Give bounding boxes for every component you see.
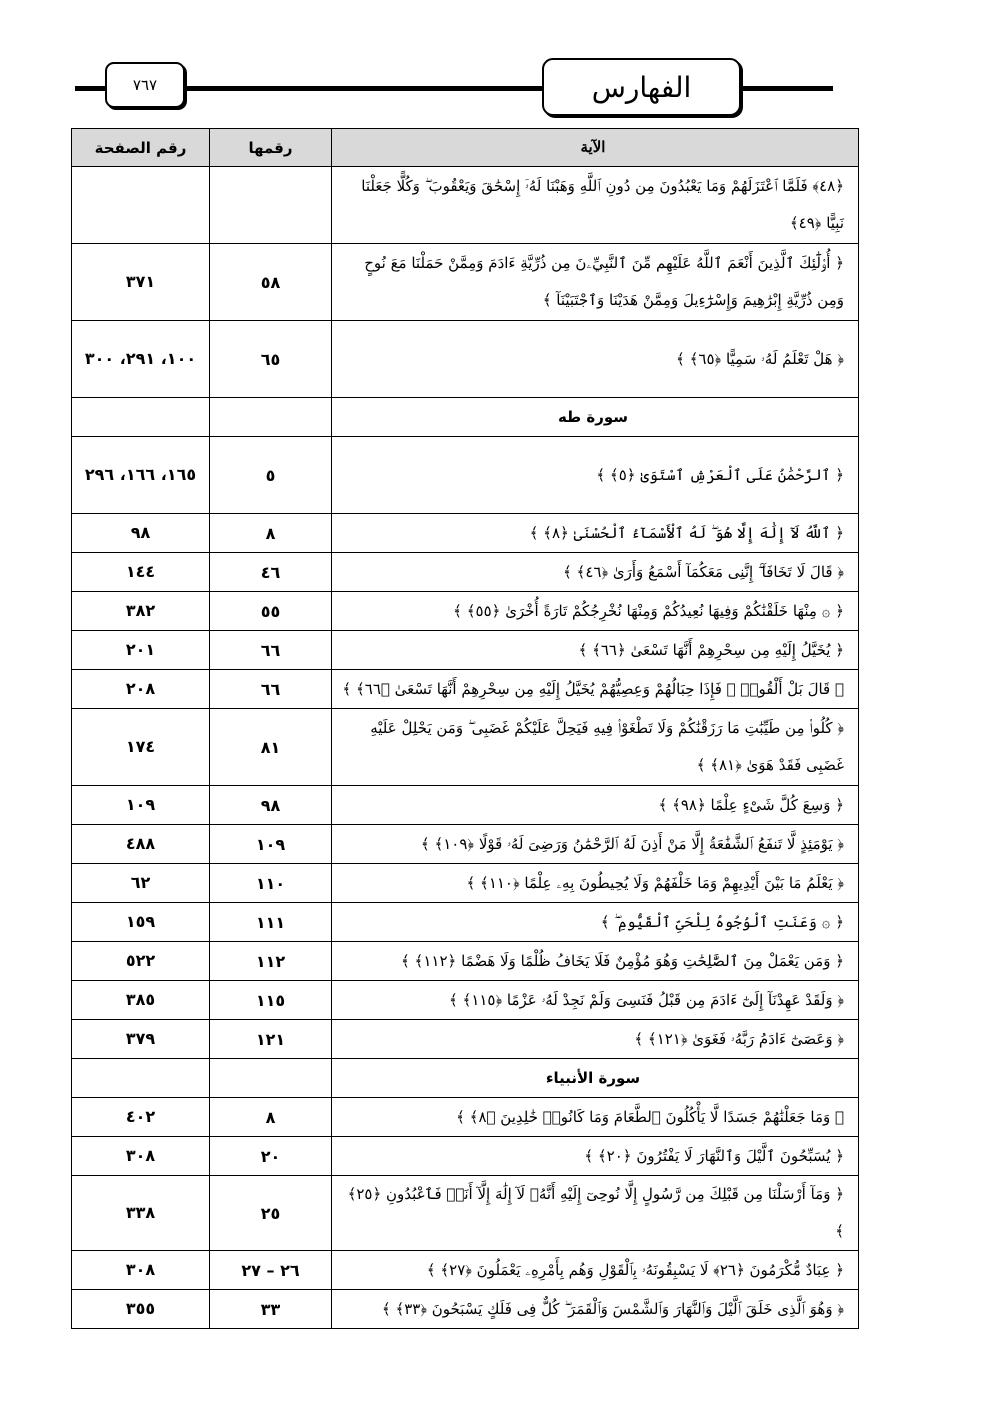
page-reference: ٣٧١ — [72, 244, 210, 321]
page-reference: ٢٠١ — [72, 631, 210, 670]
page-reference: ١٠٩ — [72, 786, 210, 825]
page-reference: ٤٠٢ — [72, 1098, 210, 1137]
ayah-text: ﴿ قَالَ بَلْ أَلْقُوا۟ ۖ فَإِذَا حِبَالُهُمْ وَعِصِيُّهُمْ يُخَيَّلُ إِلَيْهِ مِن سِحْرِهِمْ أَنَّهَا تَسْعَىٰ ﴿٦٦﴾ ﴾ — [332, 670, 859, 709]
page-reference: ٢٠٨ — [72, 670, 210, 709]
ayah-text: ﴿ يُسَبِّحُونَ ٱلَّيْلَ وَٱلنَّهَارَ لَا يَفْتُرُونَ ﴿٢٠﴾ ﴾ — [332, 1137, 859, 1176]
surah-name: سورة الأنبياء — [332, 1059, 859, 1098]
table-header-row — [72, 129, 859, 167]
table-row — [72, 786, 859, 825]
ayah-number: ١٠٩ — [210, 825, 332, 864]
ayah-number: ١١٠ — [210, 864, 332, 903]
page-reference: ٣٨٥ — [72, 981, 210, 1020]
page-reference: ١٠٠، ٢٩١، ٣٠٠ — [72, 321, 210, 398]
table-row — [72, 709, 859, 786]
ayah-number — [210, 167, 332, 244]
ayah-text: ﴿ ٱلرَّحْمَٰنُ عَلَى ٱلْعَرْشِ ٱسْتَوَىٰ ﴿٥﴾ ﴾ — [332, 437, 859, 514]
ayah-text: ﴿ قَالَ لَا تَخَافَآ ۖ إِنَّنِى مَعَكُمَآ أَسْمَعُ وَأَرَىٰ ﴿٤٦﴾ ﴾ — [332, 553, 859, 592]
table-row — [72, 1137, 859, 1176]
ayah-number: ٦٦ — [210, 631, 332, 670]
ayah-number: ٣٣ — [210, 1290, 332, 1329]
ayah-number: ٦٥ — [210, 321, 332, 398]
ayah-number: ٩٨ — [210, 786, 332, 825]
ayah-text: ﴿ يُخَيَّلُ إِلَيْهِ مِن سِحْرِهِمْ أَنَّهَا تَسْعَىٰ ﴿٦٦﴾ ﴾ — [332, 631, 859, 670]
page-reference — [72, 398, 210, 437]
ayah-number: ٥ — [210, 437, 332, 514]
ayah-text: ﴿ ۞ مِنْهَا خَلَقْنَٰكُمْ وَفِيهَا نُعِيدُكُمْ وَمِنْهَا نُخْرِجُكُمْ تَارَةً أُخْرَىٰ ﴿٥٥﴾ ﴾ — [332, 592, 859, 631]
page-reference: ٤٨٨ — [72, 825, 210, 864]
ayah-number: ٢٠ — [210, 1137, 332, 1176]
table-row — [72, 1251, 859, 1290]
ayah-text: ﴿ وَعَصَىٰٓ ءَادَمُ رَبَّهُۥ فَغَوَىٰ ﴿١٢١﴾ ﴾ — [332, 1020, 859, 1059]
ayah-text: ﴿ وَمَآ أَرْسَلْنَا مِن قَبْلِكَ مِن رَّسُولٍ إِلَّا نُوحِىٓ إِلَيْهِ أَنَّهُۥ لَآ إِلَٰهَ إِلَّآ أَنَا۠ فَٱعْبُدُونِ ﴿٢٥﴾ ﴾ — [332, 1176, 859, 1251]
table-row — [72, 825, 859, 864]
ayah-number: ٥٥ — [210, 592, 332, 631]
ayah-number: ٦٦ — [210, 670, 332, 709]
column-header-number: رقمها — [210, 129, 332, 167]
page-title: الفهارس — [542, 58, 741, 116]
page-reference: ٣٧٩ — [72, 1020, 210, 1059]
page-reference: ٦٢ — [72, 864, 210, 903]
table-row — [72, 553, 859, 592]
page-reference — [72, 1059, 210, 1098]
page-reference: ٣٨٢ — [72, 592, 210, 631]
ayah-text: ﴿٤٨﴾ فَلَمَّا ٱعْتَزَلَهُمْ وَمَا يَعْبُدُونَ مِن دُونِ ٱللَّهِ وَهَبْنَا لَهُۥٓ إِسْحَٰقَ وَيَعْقُوبَ ۖ وَكُلًّا جَعَلْنَا نَبِيًّا ﴿٤٩﴾ — [332, 167, 859, 244]
page-reference: ٣٣٨ — [72, 1176, 210, 1251]
table-body — [72, 167, 859, 1329]
ayah-text: ﴿ وَهُوَ ٱلَّذِى خَلَقَ ٱلَّيْلَ وَٱلنَّهَارَ وَٱلشَّمْسَ وَٱلْقَمَرَ ۖ كُلٌّ فِى فَلَكٍ يَسْبَحُونَ ﴿٣٣﴾ ﴾ — [332, 1290, 859, 1329]
page-reference: ١٥٩ — [72, 903, 210, 942]
surah-heading-row — [72, 1059, 859, 1098]
ayah-number: ٨١ — [210, 709, 332, 786]
page-reference: ١٦٥، ١٦٦، ٢٩٦ — [72, 437, 210, 514]
table-row — [72, 514, 859, 553]
table-row — [72, 864, 859, 903]
table-row — [72, 244, 859, 321]
ayah-text: ﴿ وَسِعَ كُلَّ شَىْءٍ عِلْمًا ﴿٩٨﴾ ﴾ — [332, 786, 859, 825]
ayah-text: ﴿ يَعْلَمُ مَا بَيْنَ أَيْدِيهِمْ وَمَا خَلْفَهُمْ وَلَا يُحِيطُونَ بِهِۦ عِلْمًا ﴿١١٠﴾ ﴾ — [332, 864, 859, 903]
surah-heading-row — [72, 398, 859, 437]
table-row — [72, 631, 859, 670]
table-row — [72, 903, 859, 942]
table-row — [72, 942, 859, 981]
column-header-ayah: الآية — [332, 129, 859, 167]
page-reference — [72, 167, 210, 244]
page-reference: ٣٠٨ — [72, 1137, 210, 1176]
page-reference: ١٤٤ — [72, 553, 210, 592]
table-row — [72, 1290, 859, 1329]
table-row — [72, 1020, 859, 1059]
ayah-text: ﴿ ٱللَّهُ لَآ إِلَٰهَ إِلَّا هُوَ ۖ لَهُ ٱلْأَسْمَآءُ ٱلْحُسْنَىٰ ﴿٨﴾ ﴾ — [332, 514, 859, 553]
page-reference: ٣٥٥ — [72, 1290, 210, 1329]
table-row — [72, 592, 859, 631]
verses-index-table — [71, 128, 859, 1329]
ayah-text: ﴿ ۞ وَعَنَتِ ٱلْوُجُوهُ لِلْحَىِّ ٱلْقَيُّومِ ۖ ﴾ — [332, 903, 859, 942]
table-row — [72, 167, 859, 244]
table-row — [72, 321, 859, 398]
ayah-text: ﴿ وَلَقَدْ عَهِدْنَآ إِلَىٰٓ ءَادَمَ مِن قَبْلُ فَنَسِىَ وَلَمْ نَجِدْ لَهُۥ عَزْمًا ﴿١١٥﴾ ﴾ — [332, 981, 859, 1020]
table-row — [72, 1176, 859, 1251]
page-reference: ٩٨ — [72, 514, 210, 553]
ayah-text: ﴿ وَمَن يَعْمَلْ مِنَ ٱلصَّٰلِحَٰتِ وَهُوَ مُؤْمِنٌ فَلَا يَخَافُ ظُلْمًا وَلَا هَضْمًا ﴿١١٢﴾ ﴾ — [332, 942, 859, 981]
page-reference: ١٧٤ — [72, 709, 210, 786]
column-header-page: رقم الصفحة — [72, 129, 210, 167]
ayah-text: ﴿ أُو۟لَٰٓئِكَ ٱلَّذِينَ أَنْعَمَ ٱللَّهُ عَلَيْهِم مِّنَ ٱلنَّبِيِّۦنَ مِن ذُرِّيَّةِ ءَادَمَ وَمِمَّنْ حَمَلْنَا مَعَ نُوحٍ وَمِن ذُرِّيَّةِ إِبْرَٰهِيمَ وَإِسْرَٰٓءِيلَ وَمِمَّنْ هَدَيْنَا وَٱجْتَبَيْنَآ ﴾ — [332, 244, 859, 321]
ayah-number: ٨ — [210, 514, 332, 553]
page-number: ٧٦٧ — [105, 62, 185, 108]
surah-name: سورة طه — [332, 398, 859, 437]
ayah-number: ١٢١ — [210, 1020, 332, 1059]
page-reference: ٥٢٢ — [72, 942, 210, 981]
ayah-text: ﴿ كُلُوا۟ مِن طَيِّبَٰتِ مَا رَزَقْنَٰكُمْ وَلَا تَطْغَوْا۟ فِيهِ فَيَحِلَّ عَلَيْكُمْ غَضَبِى ۖ وَمَن يَحْلِلْ عَلَيْهِ غَضَبِى فَقَدْ هَوَىٰ ﴿٨١﴾ ﴾ — [332, 709, 859, 786]
ayah-number: ١١٢ — [210, 942, 332, 981]
page-reference: ٣٠٨ — [72, 1251, 210, 1290]
table-row — [72, 1098, 859, 1137]
ayah-text: ﴿ هَلْ تَعْلَمُ لَهُۥ سَمِيًّا ﴿٦٥﴾ ﴾ — [332, 321, 859, 398]
ayah-number: ٨ — [210, 1098, 332, 1137]
ayah-number: ٥٨ — [210, 244, 332, 321]
ayah-text: ﴿ يَوْمَئِذٍ لَّا تَنفَعُ ٱلشَّفَٰعَةُ إِلَّا مَنْ أَذِنَ لَهُ ٱلرَّحْمَٰنُ وَرَضِىَ لَهُۥ قَوْلًا ﴿١٠٩﴾ ﴾ — [332, 825, 859, 864]
table-row — [72, 981, 859, 1020]
ayah-text: ﴿ عِبَادٌ مُّكْرَمُونَ ﴿٢٦﴾ لَا يَسْبِقُونَهُۥ بِٱلْقَوْلِ وَهُم بِأَمْرِهِۦ يَعْمَلُونَ ﴿٢٧﴾ ﴾ — [332, 1251, 859, 1290]
ayah-number — [210, 398, 332, 437]
ayah-text: ﴿ وَمَا جَعَلْنَٰهُمْ جَسَدًا لَّا يَأْكُلُونَ ٱلطَّعَامَ وَمَا كَانُوا۟ خَٰلِدِينَ ﴿٨﴾ ﴾ — [332, 1098, 859, 1137]
ayah-number: ١١١ — [210, 903, 332, 942]
ayah-number — [210, 1059, 332, 1098]
ayah-number: ٤٦ — [210, 553, 332, 592]
ayah-number: ٢٥ — [210, 1176, 332, 1251]
ayah-number: ١١٥ — [210, 981, 332, 1020]
table-row — [72, 437, 859, 514]
ayah-number: ٢٦ – ٢٧ — [210, 1251, 332, 1290]
table-row — [72, 670, 859, 709]
